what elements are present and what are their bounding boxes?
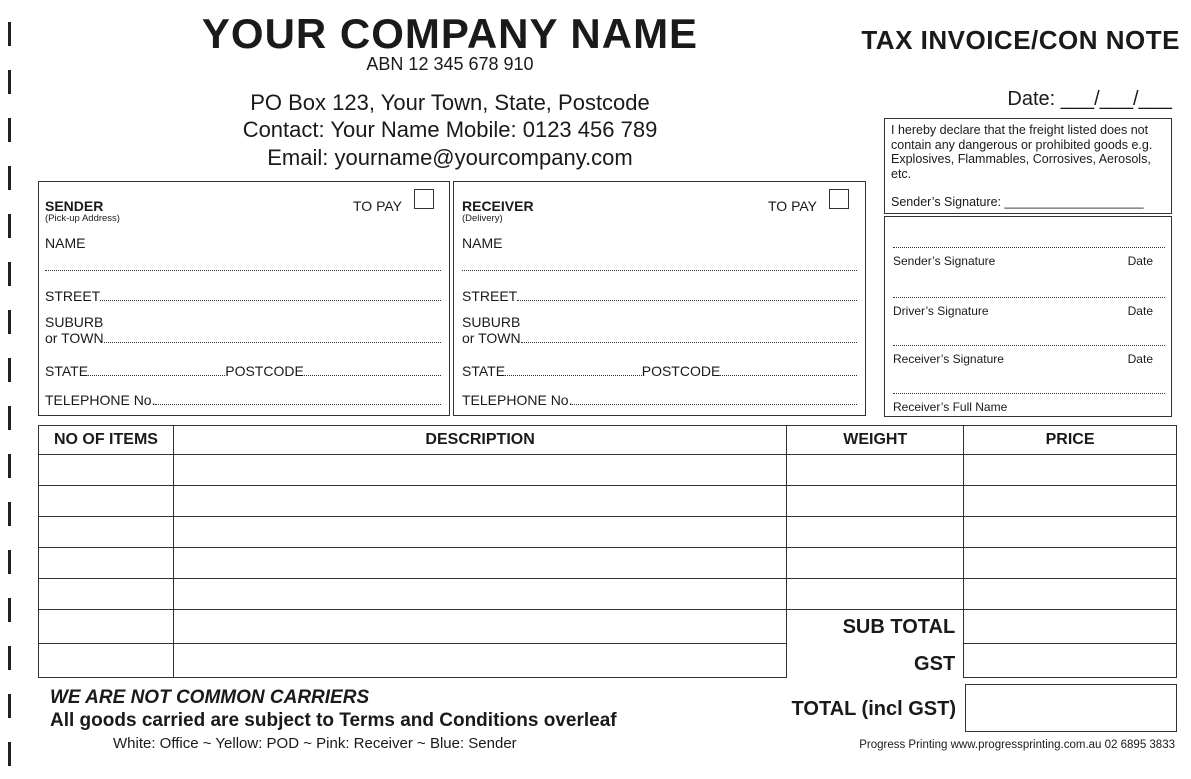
receiver-town-row[interactable] <box>462 330 857 346</box>
table-row <box>39 610 1177 644</box>
perforation-mark <box>8 502 11 526</box>
items-cell[interactable] <box>39 548 174 579</box>
table-row <box>39 517 1177 548</box>
receiver-postcode-label: POSTCODE <box>641 363 721 379</box>
table-row <box>39 548 1177 579</box>
document-title: TAX INVOICE/CON NOTE <box>861 25 1180 55</box>
receiver-town-label: or TOWN <box>462 330 521 346</box>
signature-line <box>893 345 1165 346</box>
receiver-telephone-label: TELEPHONE No. <box>462 392 573 408</box>
sender-street-row[interactable] <box>45 288 441 304</box>
sender-box <box>38 181 450 416</box>
description-cell[interactable] <box>173 610 786 644</box>
price-cell[interactable] <box>964 548 1177 579</box>
printer-credit: Progress Printing www.progressprinting.com.au 02 6895 3833 <box>859 739 1175 751</box>
signature-row[interactable] <box>893 297 1165 318</box>
perforation-mark <box>8 70 11 94</box>
receiver-subtitle: (Delivery) <box>462 213 503 224</box>
receiver-street-line <box>517 300 857 301</box>
signature-date-label: Date <box>1127 304 1153 318</box>
sender-postcode-label: POSTCODE <box>225 363 304 379</box>
sender-subtitle: (Pick-up Address) <box>45 213 120 224</box>
weight-cell[interactable] <box>787 517 964 548</box>
receiver-telephone-line <box>572 404 857 405</box>
items-cell[interactable] <box>39 610 174 644</box>
perforation-mark <box>8 646 11 670</box>
receiver-to-pay-checkbox[interactable] <box>829 189 849 209</box>
sender-town-label: or TOWN <box>45 330 104 346</box>
table-row <box>39 455 1177 486</box>
table-row <box>39 579 1177 610</box>
sub-total-value[interactable] <box>964 610 1177 644</box>
price-cell[interactable] <box>964 579 1177 610</box>
signature-date-label: Date <box>1127 254 1153 268</box>
sender-name-line[interactable] <box>45 270 441 271</box>
subtotal-label-cell <box>787 610 964 678</box>
receiver-postcode-line <box>720 375 857 376</box>
price-cell[interactable] <box>964 486 1177 517</box>
terms-notice: All goods carried are subject to Terms and Conditions overleaf <box>50 710 617 731</box>
items-cell[interactable] <box>39 455 174 486</box>
signature-label: Receiver’s Signature <box>893 352 1004 366</box>
receiver-town-line <box>521 342 857 343</box>
weight-cell[interactable] <box>787 548 964 579</box>
perforation-mark <box>8 550 11 574</box>
perforation-mark <box>8 694 11 718</box>
sender-telephone-line <box>155 404 441 405</box>
receiver-state-row[interactable] <box>462 363 857 379</box>
sender-postcode-line <box>304 375 441 376</box>
abn-number: ABN 12 345 678 910 <box>366 54 534 74</box>
price-cell[interactable] <box>964 455 1177 486</box>
sender-street-line <box>100 300 441 301</box>
sender-street-label: STREET <box>45 288 101 304</box>
signature-row[interactable] <box>893 393 1165 414</box>
signature-date-label: Date <box>1127 352 1153 366</box>
declaration-text: I hereby declare that the freight listed does not contain any dangerous or prohibited goods e.g. Explosives, Flammables, Corrosives, Aerosols, etc. <box>891 123 1153 181</box>
total-label: TOTAL (incl GST) <box>791 698 956 720</box>
table-row <box>39 486 1177 517</box>
receiver-to-pay-label: TO PAY <box>768 198 818 214</box>
date-field[interactable]: Date: ___/___/___ <box>1007 88 1172 110</box>
receiver-name-line[interactable] <box>462 270 857 271</box>
perforation-mark <box>8 598 11 622</box>
signature-label: Driver’s Signature <box>893 304 989 318</box>
description-cell[interactable] <box>173 644 786 678</box>
items-cell[interactable] <box>39 579 174 610</box>
receiver-box <box>453 181 866 416</box>
header-price: PRICE <box>964 426 1177 455</box>
signature-label: Receiver’s Full Name <box>893 400 1008 414</box>
receiver-street-row[interactable] <box>462 288 857 304</box>
items-cell[interactable] <box>39 644 174 678</box>
company-name: YOUR COMPANY NAME <box>201 10 699 57</box>
description-cell[interactable] <box>173 486 786 517</box>
perforation-mark <box>8 742 11 766</box>
signature-row[interactable] <box>893 345 1165 366</box>
declaration-signature[interactable]: Sender’s Signature: ____________________ <box>891 195 1144 209</box>
copy-distribution: White: Office ~ Yellow: POD ~ Pink: Receiver ~ Blue: Sender <box>113 735 517 752</box>
receiver-suburb-label: SUBURB <box>462 314 521 330</box>
company-email: Email: yourname@yourcompany.com <box>267 145 633 170</box>
description-cell[interactable] <box>173 455 786 486</box>
sender-title: SENDER <box>45 198 104 214</box>
perforation-mark <box>8 118 11 142</box>
header-description: DESCRIPTION <box>173 426 786 455</box>
receiver-telephone-row[interactable] <box>462 392 857 408</box>
gst-label: GST <box>914 653 956 675</box>
gst-value[interactable] <box>964 644 1177 678</box>
not-common-carriers: WE ARE NOT COMMON CARRIERS <box>50 687 370 708</box>
receiver-state-label: STATE <box>462 363 506 379</box>
table-row <box>39 644 1177 678</box>
perforation-mark <box>8 214 11 238</box>
sender-to-pay-label: TO PAY <box>353 198 403 214</box>
receiver-name-label: NAME <box>462 235 503 251</box>
description-cell[interactable] <box>173 517 786 548</box>
company-contact: Contact: Your Name Mobile: 0123 456 789 <box>242 117 658 142</box>
sender-state-label: STATE <box>45 363 89 379</box>
header-weight: WEIGHT <box>787 426 964 455</box>
signatures-box <box>884 216 1172 417</box>
sender-name-label: NAME <box>45 235 86 251</box>
perforation-mark <box>8 358 11 382</box>
company-address: PO Box 123, Your Town, State, Postcode <box>250 90 650 115</box>
items-table <box>38 425 1177 678</box>
perforation-mark <box>8 310 11 334</box>
sender-state-row[interactable] <box>45 363 441 379</box>
declaration-box <box>884 118 1172 214</box>
perforation-mark <box>8 22 11 46</box>
items-cell[interactable] <box>39 486 174 517</box>
receiver-street-label: STREET <box>462 288 518 304</box>
items-header-row <box>39 426 1177 455</box>
signature-line <box>893 247 1165 248</box>
weight-cell[interactable] <box>787 486 964 517</box>
perforation-mark <box>8 262 11 286</box>
signature-row[interactable] <box>893 247 1165 268</box>
price-cell[interactable] <box>964 517 1177 548</box>
signature-line <box>893 393 1165 394</box>
receiver-state-line <box>505 375 642 376</box>
weight-cell[interactable] <box>787 455 964 486</box>
description-cell[interactable] <box>173 579 786 610</box>
sub-total-label: SUB TOTAL <box>842 616 956 638</box>
items-cell[interactable] <box>39 517 174 548</box>
sender-suburb-label: SUBURB <box>45 314 104 330</box>
sender-telephone-row[interactable] <box>45 392 441 408</box>
sender-town-line <box>104 342 441 343</box>
header-no-of-items: NO OF ITEMS <box>39 426 174 455</box>
perforation-mark <box>8 454 11 478</box>
sender-to-pay-checkbox[interactable] <box>414 189 434 209</box>
perforation-mark <box>8 166 11 190</box>
perforation-mark <box>8 406 11 430</box>
sender-telephone-label: TELEPHONE No. <box>45 392 156 408</box>
total-value[interactable] <box>965 684 1177 732</box>
signature-line <box>893 297 1165 298</box>
sender-town-row[interactable] <box>45 330 441 346</box>
sender-state-line <box>88 375 225 376</box>
description-cell[interactable] <box>173 548 786 579</box>
weight-cell[interactable] <box>787 579 964 610</box>
signature-label: Sender’s Signature <box>893 254 996 268</box>
receiver-title: RECEIVER <box>462 198 534 214</box>
